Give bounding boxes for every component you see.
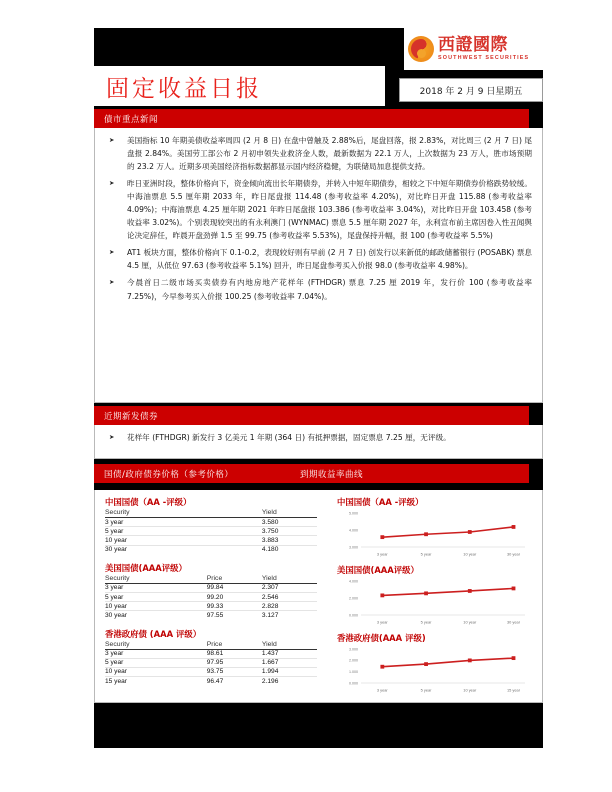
cell-price: 97.55 xyxy=(206,611,224,619)
x-axis-tick-label: 3 year xyxy=(376,619,388,625)
new-issues-card xyxy=(94,425,543,459)
chart-svg xyxy=(335,577,531,627)
table-row xyxy=(105,667,317,676)
data-point-marker xyxy=(468,530,472,534)
list-item: ➤ AT1 板块方面，整体价格向下 0.1-0.2，表现较好则有早前 (2 月 7 日) 创发行以来新低的邮政储蓄银行 (POSABK) 票息 4.5 厘，从低位 97.63 (参考收益率 5.1%) 回升，昨日尾盘参考买入价报 98.0 (参考收益率 4.98%)。 xyxy=(103,246,532,272)
table-row xyxy=(105,592,317,601)
cell-security: 3 year xyxy=(105,518,207,527)
cell-price: 97.95 xyxy=(207,658,262,667)
cell-spacer xyxy=(207,545,262,554)
list-item: ➤ 昨日亚洲时段，整体价格向下，资金倾向流出长年期债券，并转入中短年期债券，相较之下中短年期债券价格跌势较缓。中海油票息 5.5 厘年期 2033 年，昨日尾盘报 114.48 (参考收益率 4.20%)，对比昨日开盘 115.88 (参考收益率 4.09%)；中海油票息 4.25 厘年期 2021 年昨日尾盘报 103.386 (参考收益率 3.04%)，对比昨日开盘 103.458 (参考收益率 3.02%)。个别表现较突出的有永利澳门 (WYNMAC) 票息 5.5 厘年期 2027 年，永利宣布前主席因卷入性丑闻舆论决定辞任，昨晨开盘劲弹 1.5 至 99.75 (参考收益率 5.53%)，尾盘保持升幅，报 100 (参考收益率 5.5%) xyxy=(103,177,532,242)
table-row xyxy=(105,677,317,686)
table-row xyxy=(105,536,317,545)
table-row xyxy=(105,611,317,620)
table-spacer xyxy=(105,554,317,562)
cell-yield: 3.580 xyxy=(262,518,317,527)
table-row xyxy=(105,518,317,527)
table-row xyxy=(105,583,317,592)
table-header-row xyxy=(105,641,317,650)
y-axis-tick-label: 2.000 xyxy=(349,596,358,601)
cell-security: 10 year xyxy=(105,602,207,611)
cell-security: 10 year xyxy=(105,536,207,545)
chart-us-yield-curve xyxy=(335,577,531,627)
cell-security: 3 year xyxy=(105,583,207,592)
table-us-treasuries xyxy=(105,575,317,620)
data-point-marker xyxy=(424,532,428,536)
prices-and-curves-card xyxy=(94,490,543,703)
section-header-news xyxy=(94,109,529,128)
cell-yield: 2.546 xyxy=(262,592,317,601)
cell-security: 10 year xyxy=(105,667,207,676)
column-header-security: Security xyxy=(105,641,207,650)
chart-title: 美国国债(AAA评级） xyxy=(337,565,419,575)
cell-price: 99.84 xyxy=(207,583,262,592)
data-point-marker xyxy=(380,665,384,669)
cell-yield: 1.994 xyxy=(262,667,317,676)
data-point-marker xyxy=(468,589,472,593)
y-axis-tick-label: 4.000 xyxy=(349,528,358,533)
cell-security: 5 year xyxy=(105,592,207,601)
page-title-box xyxy=(94,66,385,106)
y-axis-tick-label: 2.000 xyxy=(349,658,358,663)
data-point-marker xyxy=(512,656,516,660)
column-header-yield: Yield xyxy=(262,509,317,518)
cell-security: 30 year xyxy=(105,546,127,554)
cell-security: 3 year xyxy=(105,649,207,658)
cell-yield: 3.127 xyxy=(261,611,279,619)
table-title: 美国国债(AAA评级） xyxy=(105,562,187,573)
column-header-spacer xyxy=(207,509,262,518)
x-axis-tick-label: 30 year xyxy=(507,619,521,625)
table-hk-government-bonds xyxy=(105,641,317,686)
x-axis-tick-label: 10 year xyxy=(463,687,477,693)
cell-yield: 1.437 xyxy=(262,649,317,658)
cell-yield: 2.196 xyxy=(261,677,279,685)
table-header-row xyxy=(105,575,317,584)
y-axis-tick-label: 4.000 xyxy=(349,579,358,584)
table-row xyxy=(105,545,317,554)
table-row xyxy=(105,527,317,536)
chart-svg xyxy=(335,509,531,559)
cell-price: 99.20 xyxy=(207,592,262,601)
x-axis-tick-label: 5 year xyxy=(420,619,432,625)
chart-hk-yield-curve xyxy=(335,645,531,695)
y-axis-tick-label: 3.000 xyxy=(349,647,358,652)
cell-security: 5 year xyxy=(105,658,207,667)
table-row xyxy=(105,602,317,611)
y-axis-tick-label: 1.000 xyxy=(349,670,358,675)
column-header-price: Price xyxy=(207,575,262,584)
cell-yield: 3.883 xyxy=(262,536,317,545)
table-title: 中国国债（AA -评级） xyxy=(105,497,192,507)
news-card xyxy=(94,128,543,403)
logo-english-name: SOUTHWEST SECURITIES xyxy=(438,54,530,61)
yield-curve-charts xyxy=(335,496,535,700)
table-row xyxy=(105,649,317,658)
report-date-box xyxy=(399,78,543,102)
x-axis-tick-label: 15 year xyxy=(507,687,521,693)
section-header-new-issues-label: 近期新发债券 xyxy=(104,411,159,422)
table-header-row xyxy=(105,509,317,518)
y-axis-tick-label: 0.000 xyxy=(349,681,358,686)
logo-wordmark xyxy=(438,34,530,61)
column-header-yield: Yield xyxy=(262,641,317,650)
chart-svg xyxy=(335,645,531,695)
data-point-marker xyxy=(424,662,428,666)
table-row xyxy=(105,658,317,667)
section-header-new-issues xyxy=(94,406,529,425)
news-list xyxy=(95,128,542,313)
series-line xyxy=(382,527,513,537)
section-header-prices-label: 国债/政府债券价格（参考价格） xyxy=(104,469,234,480)
cell-spacer xyxy=(207,527,262,536)
x-axis-tick-label: 3 year xyxy=(376,687,388,693)
y-axis-tick-label: 0.000 xyxy=(349,613,358,618)
column-header-security: Security xyxy=(105,575,207,584)
chart-china-yield-curve xyxy=(335,509,531,559)
section-header-prices-curves xyxy=(94,464,529,483)
cell-price: 99.33 xyxy=(207,602,262,611)
cell-price: 98.61 xyxy=(207,649,262,658)
report-date: 2018 年 2 月 9 日星期五 xyxy=(419,86,523,97)
data-point-marker xyxy=(380,535,384,539)
cell-spacer xyxy=(207,518,262,527)
x-axis-tick-label: 10 year xyxy=(463,619,477,625)
list-item: ➤ 今晨首日二级市场买卖债券有内地房地产花样年 (FTHDGR) 票息 7.25 厘 2019 年，发行价 100 (参考收益率 7.25%)，今早参考买入价报 100.25 (参考收益率 7.04%)。 xyxy=(103,276,532,302)
x-axis-tick-label: 30 year xyxy=(507,551,521,557)
section-header-curves-label: 到期收益率曲线 xyxy=(300,469,364,480)
cell-security: 30 year xyxy=(105,611,127,619)
column-header-yield: Yield xyxy=(262,575,317,584)
data-point-marker xyxy=(512,587,516,591)
cell-yield: 2.828 xyxy=(262,602,317,611)
table-title: 香港政府债 (AAA 评级） xyxy=(105,628,202,639)
bond-price-tables xyxy=(105,496,317,685)
cell-yield: 1.667 xyxy=(262,658,317,667)
series-line xyxy=(382,658,513,667)
cell-yield: 3.750 xyxy=(262,527,317,536)
cell-price: 96.47 xyxy=(206,677,224,685)
company-logo xyxy=(404,28,543,70)
data-point-marker xyxy=(380,593,384,597)
y-axis-tick-label: 5.000 xyxy=(349,511,358,516)
column-header-security: Security xyxy=(105,509,207,518)
page-title: 固定收益日报 xyxy=(106,75,262,102)
y-axis-tick-label: 3.000 xyxy=(349,545,358,550)
cell-yield: 4.180 xyxy=(261,546,279,554)
x-axis-tick-label: 3 year xyxy=(376,551,388,557)
data-point-marker xyxy=(468,659,472,663)
chart-title: 香港政府债(AAA 评级) xyxy=(337,633,426,643)
list-item: ➤ 花样年 (FTHDGR) 新发行 3 亿美元 1 年期 (364 日) 有抵押票据，固定票息 7.25 厘，无评级。 xyxy=(103,431,532,444)
section-header-news-label: 債市重点新闻 xyxy=(104,114,159,125)
chart-title: 中国国债（AA -评级） xyxy=(337,497,424,507)
cell-price: 93.75 xyxy=(207,667,262,676)
table-china-government-bonds xyxy=(105,509,317,554)
list-item: ➤ 美国指标 10 年期美债收益率周四 (2 月 8 日) 在盘中曾触及 2.88%后，尾盘回落，报 2.83%，对比周三 (2 月 7 日) 尾盘报 2.84%。美国劳工部公布 2 月初申领失业救济金人数，最新数据为 22.1 万人，上次数据为 23 万人，胜市场预期的 23.2 万人。近期多项美国经济指标数据都显示国内经济稳健，为联储局加息提供支持。 xyxy=(103,134,532,173)
cell-spacer xyxy=(207,536,262,545)
swirl-logo-icon xyxy=(408,36,434,62)
new-issues-list xyxy=(95,425,542,454)
cell-yield: 2.307 xyxy=(262,583,317,592)
table-spacer xyxy=(105,620,317,628)
data-point-marker xyxy=(424,591,428,595)
cell-security: 5 year xyxy=(105,527,207,536)
logo-chinese-name: 西證國際 xyxy=(438,34,508,55)
x-axis-tick-label: 5 year xyxy=(420,551,432,557)
x-axis-tick-label: 5 year xyxy=(420,687,432,693)
data-point-marker xyxy=(512,525,516,529)
x-axis-tick-label: 10 year xyxy=(463,551,477,557)
column-header-price: Price xyxy=(207,641,262,650)
cell-security: 15 year xyxy=(105,677,127,685)
series-line xyxy=(382,588,513,595)
